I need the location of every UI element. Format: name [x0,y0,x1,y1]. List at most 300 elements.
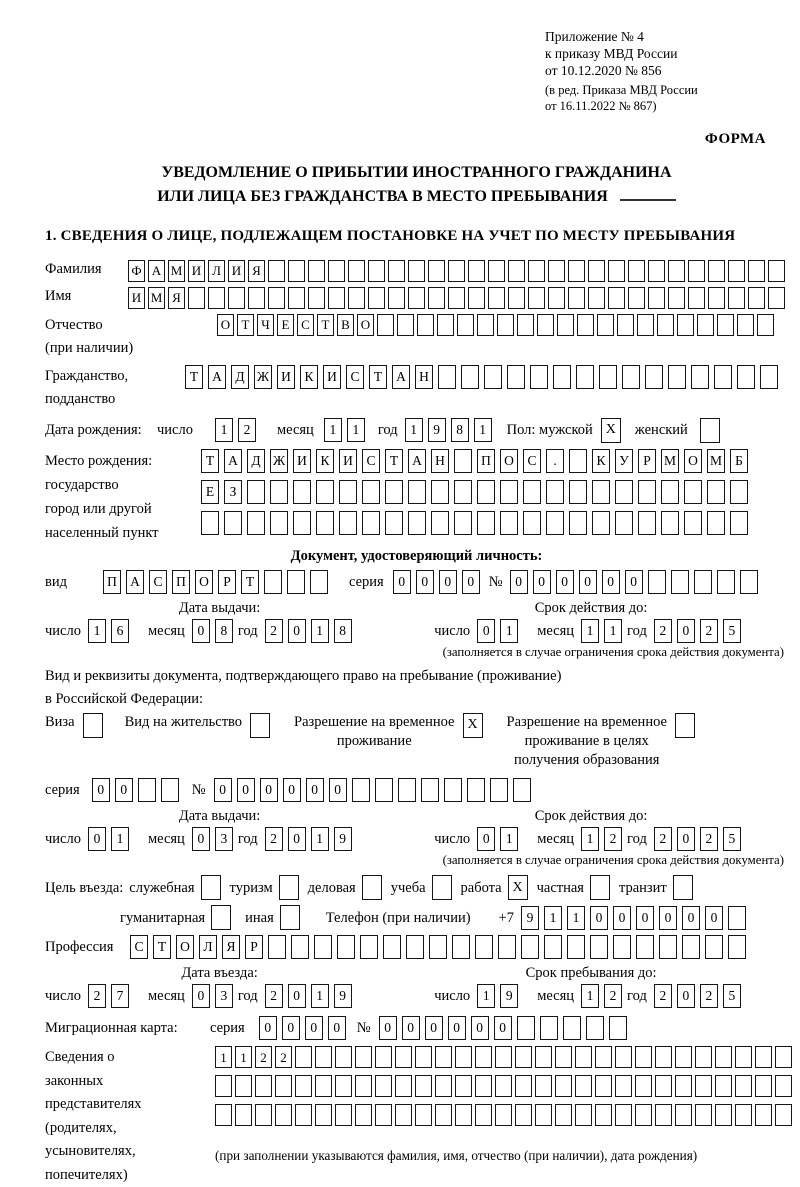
char-cell[interactable]: М [168,260,185,282]
char-cell[interactable] [595,1046,612,1068]
char-cell[interactable] [348,260,365,282]
char-cell[interactable]: С [346,365,364,389]
char-cell[interactable]: 2 [604,984,622,1008]
char-cell[interactable] [638,480,656,504]
char-cell[interactable] [215,1075,232,1097]
char-cell[interactable] [488,260,505,282]
char-cell[interactable] [569,511,587,535]
char-cell[interactable] [308,287,325,309]
char-cell[interactable] [635,1075,652,1097]
char-cell[interactable]: Я [168,287,185,309]
char-cell[interactable]: 0 [259,1016,277,1040]
char-cell[interactable]: 0 [477,827,495,851]
purpose-business-checkbox[interactable] [356,875,382,900]
char-cell[interactable] [615,1104,632,1126]
char-cell[interactable] [515,1104,532,1126]
char-cell[interactable] [455,1046,472,1068]
char-cell[interactable]: 1 [581,984,599,1008]
char-cell[interactable]: 0 [613,906,631,930]
char-cell[interactable] [316,480,334,504]
char-cell[interactable] [590,875,610,900]
char-cell[interactable]: А [126,570,144,594]
char-cell[interactable] [661,511,679,535]
char-cell[interactable] [688,260,705,282]
char-cell[interactable] [530,365,548,389]
entry-year-cells[interactable] [265,984,357,1008]
stay-month-cells[interactable] [581,984,627,1008]
char-cell[interactable]: 2 [654,984,672,1008]
char-cell[interactable] [375,1075,392,1097]
char-cell[interactable] [495,1046,512,1068]
rvp-issue-month-cells[interactable] [192,827,238,851]
doc-number-cells[interactable] [510,570,763,594]
char-cell[interactable]: 9 [428,418,446,442]
char-cell[interactable] [431,511,449,535]
char-cell[interactable] [432,875,452,900]
stay-year-cells[interactable] [654,984,746,1008]
char-cell[interactable]: 0 [471,1016,489,1040]
char-cell[interactable]: 0 [659,906,677,930]
char-cell[interactable] [268,260,285,282]
char-cell[interactable] [335,1046,352,1068]
char-cell[interactable] [515,1046,532,1068]
char-cell[interactable]: 0 [462,570,480,594]
char-cell[interactable] [385,480,403,504]
char-cell[interactable] [388,287,405,309]
issue-month-cells[interactable] [192,619,238,643]
char-cell[interactable]: 0 [192,984,210,1008]
char-cell[interactable] [280,905,300,930]
char-cell[interactable] [368,260,385,282]
citizenship-cells[interactable] [185,365,783,389]
char-cell[interactable]: 1 [474,418,492,442]
char-cell[interactable] [275,1104,292,1126]
char-cell[interactable]: И [188,260,205,282]
purpose-other-checkbox[interactable] [274,905,300,930]
rvp-valid-year-cells[interactable] [654,827,746,851]
char-cell[interactable] [201,511,219,535]
char-cell[interactable]: 1 [544,906,562,930]
last-name-cells[interactable] [128,260,788,282]
char-cell[interactable] [235,1075,252,1097]
char-cell[interactable] [675,1075,692,1097]
char-cell[interactable] [295,1075,312,1097]
char-cell[interactable] [635,1104,652,1126]
char-cell[interactable] [444,778,462,802]
char-cell[interactable]: 0 [602,570,620,594]
char-cell[interactable] [507,365,525,389]
char-cell[interactable]: А [208,365,226,389]
char-cell[interactable]: 2 [275,1046,292,1068]
representatives-row2-cells[interactable] [215,1075,795,1097]
char-cell[interactable] [637,314,654,336]
char-cell[interactable]: 2 [265,827,283,851]
char-cell[interactable]: И [323,365,341,389]
char-cell[interactable] [437,314,454,336]
char-cell[interactable] [735,1075,752,1097]
char-cell[interactable] [337,935,355,959]
char-cell[interactable] [717,570,735,594]
char-cell[interactable] [408,511,426,535]
char-cell[interactable] [408,287,425,309]
residence-permit-checkbox[interactable] [250,713,270,738]
char-cell[interactable]: 8 [451,418,469,442]
char-cell[interactable] [488,287,505,309]
char-cell[interactable]: 9 [334,827,352,851]
char-cell[interactable]: Ж [254,365,272,389]
char-cell[interactable] [528,260,545,282]
char-cell[interactable]: С [297,314,314,336]
char-cell[interactable] [250,713,270,738]
first-name-cells[interactable] [128,287,788,309]
char-cell[interactable]: 6 [111,619,129,643]
char-cell[interactable]: К [316,449,334,473]
char-cell[interactable]: 0 [192,827,210,851]
char-cell[interactable]: О [684,449,702,473]
char-cell[interactable]: 1 [581,619,599,643]
char-cell[interactable] [467,778,485,802]
char-cell[interactable]: 0 [677,827,695,851]
char-cell[interactable] [448,260,465,282]
char-cell[interactable] [291,935,309,959]
char-cell[interactable] [648,287,665,309]
char-cell[interactable]: 1 [111,827,129,851]
char-cell[interactable] [597,314,614,336]
char-cell[interactable] [714,365,732,389]
char-cell[interactable]: 0 [88,827,106,851]
char-cell[interactable] [368,287,385,309]
char-cell[interactable] [615,511,633,535]
char-cell[interactable]: 1 [405,418,423,442]
char-cell[interactable] [577,314,594,336]
char-cell[interactable] [293,480,311,504]
char-cell[interactable] [755,1075,772,1097]
char-cell[interactable]: 0 [510,570,528,594]
char-cell[interactable]: Л [208,260,225,282]
char-cell[interactable] [708,287,725,309]
birth-place-row3-cells[interactable] [201,511,753,535]
char-cell[interactable]: Е [201,480,219,504]
char-cell[interactable]: 0 [237,778,255,802]
char-cell[interactable] [717,314,734,336]
char-cell[interactable] [615,480,633,504]
char-cell[interactable] [546,511,564,535]
char-cell[interactable]: 0 [283,778,301,802]
char-cell[interactable] [655,1075,672,1097]
char-cell[interactable]: Т [153,935,171,959]
doc-type-cells[interactable] [103,570,333,594]
char-cell[interactable] [477,511,495,535]
char-cell[interactable] [498,935,516,959]
char-cell[interactable] [648,570,666,594]
char-cell[interactable]: А [392,365,410,389]
char-cell[interactable]: 2 [654,827,672,851]
char-cell[interactable]: Р [245,935,263,959]
char-cell[interactable] [484,365,502,389]
char-cell[interactable] [694,570,712,594]
char-cell[interactable] [435,1104,452,1126]
char-cell[interactable] [513,778,531,802]
temp-residence-checkbox[interactable] [463,713,483,738]
char-cell[interactable]: Ч [257,314,274,336]
char-cell[interactable] [315,1104,332,1126]
char-cell[interactable] [138,778,156,802]
char-cell[interactable] [688,287,705,309]
char-cell[interactable]: Т [237,314,254,336]
char-cell[interactable]: 2 [700,619,718,643]
char-cell[interactable] [730,480,748,504]
birth-place-row1-cells[interactable] [201,449,753,473]
char-cell[interactable]: П [172,570,190,594]
char-cell[interactable]: 0 [677,619,695,643]
char-cell[interactable]: П [477,449,495,473]
char-cell[interactable]: Т [241,570,259,594]
char-cell[interactable] [697,314,714,336]
char-cell[interactable]: 3 [215,827,233,851]
char-cell[interactable] [548,260,565,282]
char-cell[interactable] [454,449,472,473]
char-cell[interactable] [448,287,465,309]
char-cell[interactable]: Р [218,570,236,594]
char-cell[interactable] [668,287,685,309]
char-cell[interactable] [757,314,774,336]
issue-year-cells[interactable] [265,619,357,643]
char-cell[interactable] [645,365,663,389]
char-cell[interactable] [429,935,447,959]
char-cell[interactable] [377,314,394,336]
char-cell[interactable] [613,935,631,959]
char-cell[interactable]: 1 [311,827,329,851]
rvp-issue-year-cells[interactable] [265,827,357,851]
char-cell[interactable]: Е [277,314,294,336]
char-cell[interactable]: С [149,570,167,594]
char-cell[interactable] [211,905,231,930]
char-cell[interactable]: И [228,260,245,282]
char-cell[interactable] [383,935,401,959]
char-cell[interactable]: 1 [500,619,518,643]
char-cell[interactable]: Ф [128,260,145,282]
char-cell[interactable] [335,1075,352,1097]
char-cell[interactable] [395,1046,412,1068]
char-cell[interactable]: 0 [579,570,597,594]
char-cell[interactable] [546,480,564,504]
char-cell[interactable]: П [103,570,121,594]
purpose-transit-checkbox[interactable] [667,875,693,900]
char-cell[interactable]: А [408,449,426,473]
char-cell[interactable]: Н [431,449,449,473]
char-cell[interactable]: 2 [654,619,672,643]
char-cell[interactable]: О [176,935,194,959]
visa-checkbox[interactable] [83,713,103,738]
char-cell[interactable]: З [224,480,242,504]
char-cell[interactable] [521,935,539,959]
char-cell[interactable] [615,1075,632,1097]
char-cell[interactable]: 0 [260,778,278,802]
char-cell[interactable] [548,287,565,309]
char-cell[interactable] [435,1075,452,1097]
char-cell[interactable]: 1 [235,1046,252,1068]
char-cell[interactable]: 0 [677,984,695,1008]
char-cell[interactable] [497,314,514,336]
char-cell[interactable] [224,511,242,535]
char-cell[interactable] [590,935,608,959]
char-cell[interactable] [475,1046,492,1068]
mc-number-cells[interactable] [379,1016,632,1040]
char-cell[interactable] [455,1075,472,1097]
char-cell[interactable] [310,570,328,594]
birth-year-cells[interactable] [405,418,497,442]
char-cell[interactable] [760,365,778,389]
char-cell[interactable] [315,1075,332,1097]
char-cell[interactable]: 1 [215,1046,232,1068]
char-cell[interactable]: 0 [393,570,411,594]
char-cell[interactable]: 1 [500,827,518,851]
char-cell[interactable] [628,260,645,282]
representatives-row3-cells[interactable] [215,1104,795,1126]
char-cell[interactable] [348,287,365,309]
sex-female-checkbox[interactable] [700,418,720,443]
char-cell[interactable]: С [523,449,541,473]
char-cell[interactable] [375,1046,392,1068]
char-cell[interactable] [500,511,518,535]
char-cell[interactable] [438,365,456,389]
birth-place-row2-cells[interactable] [201,480,753,504]
char-cell[interactable]: 2 [238,418,256,442]
char-cell[interactable] [768,260,785,282]
char-cell[interactable] [288,260,305,282]
char-cell[interactable] [684,480,702,504]
rvp-valid-month-cells[interactable] [581,827,627,851]
mc-series-cells[interactable] [259,1016,351,1040]
char-cell[interactable] [588,287,605,309]
char-cell[interactable] [421,778,439,802]
valid-year-cells[interactable] [654,619,746,643]
char-cell[interactable] [737,365,755,389]
char-cell[interactable] [408,480,426,504]
char-cell[interactable]: 0 [556,570,574,594]
char-cell[interactable]: 0 [92,778,110,802]
char-cell[interactable] [592,480,610,504]
char-cell[interactable] [537,314,554,336]
char-cell[interactable]: 0 [625,570,643,594]
char-cell[interactable] [673,875,693,900]
char-cell[interactable]: О [500,449,518,473]
char-cell[interactable]: 1 [311,619,329,643]
char-cell[interactable] [592,511,610,535]
char-cell[interactable]: 0 [282,1016,300,1040]
char-cell[interactable] [360,935,378,959]
char-cell[interactable]: 1 [311,984,329,1008]
char-cell[interactable] [668,260,685,282]
char-cell[interactable] [435,1046,452,1068]
char-cell[interactable] [515,1075,532,1097]
char-cell[interactable] [707,511,725,535]
char-cell[interactable]: У [615,449,633,473]
char-cell[interactable] [255,1075,272,1097]
char-cell[interactable]: 0 [192,619,210,643]
char-cell[interactable]: 0 [379,1016,397,1040]
char-cell[interactable]: 0 [416,570,434,594]
char-cell[interactable]: 3 [215,984,233,1008]
char-cell[interactable] [555,1104,572,1126]
char-cell[interactable] [775,1046,792,1068]
char-cell[interactable] [468,287,485,309]
char-cell[interactable] [728,906,746,930]
char-cell[interactable]: С [362,449,380,473]
char-cell[interactable]: Н [415,365,433,389]
char-cell[interactable] [308,260,325,282]
char-cell[interactable] [568,287,585,309]
rvp-series-cells[interactable] [92,778,184,802]
char-cell[interactable] [735,1046,752,1068]
char-cell[interactable] [295,1046,312,1068]
sex-male-checkbox[interactable] [601,418,621,443]
char-cell[interactable]: X [601,418,621,443]
char-cell[interactable] [517,314,534,336]
char-cell[interactable] [707,480,725,504]
char-cell[interactable] [490,778,508,802]
char-cell[interactable]: А [148,260,165,282]
char-cell[interactable]: И [293,449,311,473]
char-cell[interactable]: 2 [700,984,718,1008]
birth-month-cells[interactable] [324,418,370,442]
purpose-official-checkbox[interactable] [195,875,221,900]
char-cell[interactable] [495,1075,512,1097]
char-cell[interactable] [455,1104,472,1126]
char-cell[interactable]: 8 [215,619,233,643]
char-cell[interactable] [508,287,525,309]
char-cell[interactable]: 0 [305,1016,323,1040]
char-cell[interactable]: 0 [533,570,551,594]
char-cell[interactable] [540,1016,558,1040]
char-cell[interactable] [415,1046,432,1068]
char-cell[interactable]: 1 [324,418,342,442]
purpose-private-checkbox[interactable] [584,875,610,900]
char-cell[interactable] [775,1104,792,1126]
issue-day-cells[interactable] [88,619,134,643]
char-cell[interactable]: 0 [425,1016,443,1040]
char-cell[interactable] [457,314,474,336]
char-cell[interactable] [188,287,205,309]
char-cell[interactable]: Л [199,935,217,959]
char-cell[interactable] [728,287,745,309]
char-cell[interactable]: 0 [448,1016,466,1040]
char-cell[interactable] [475,1104,492,1126]
char-cell[interactable] [671,570,689,594]
char-cell[interactable] [715,1046,732,1068]
char-cell[interactable] [638,511,656,535]
char-cell[interactable]: 1 [567,906,585,930]
char-cell[interactable]: Д [247,449,265,473]
char-cell[interactable] [575,1075,592,1097]
char-cell[interactable] [83,713,103,738]
char-cell[interactable]: X [508,875,528,900]
char-cell[interactable]: 9 [521,906,539,930]
char-cell[interactable] [355,1046,372,1068]
char-cell[interactable] [208,287,225,309]
char-cell[interactable] [555,1075,572,1097]
purpose-work-checkbox[interactable] [502,875,528,900]
char-cell[interactable] [215,1104,232,1126]
char-cell[interactable]: 0 [306,778,324,802]
char-cell[interactable] [599,365,617,389]
char-cell[interactable] [477,314,494,336]
char-cell[interactable] [275,1075,292,1097]
char-cell[interactable]: X [463,713,483,738]
char-cell[interactable] [675,1046,692,1068]
char-cell[interactable]: 0 [590,906,608,930]
char-cell[interactable] [477,480,495,504]
